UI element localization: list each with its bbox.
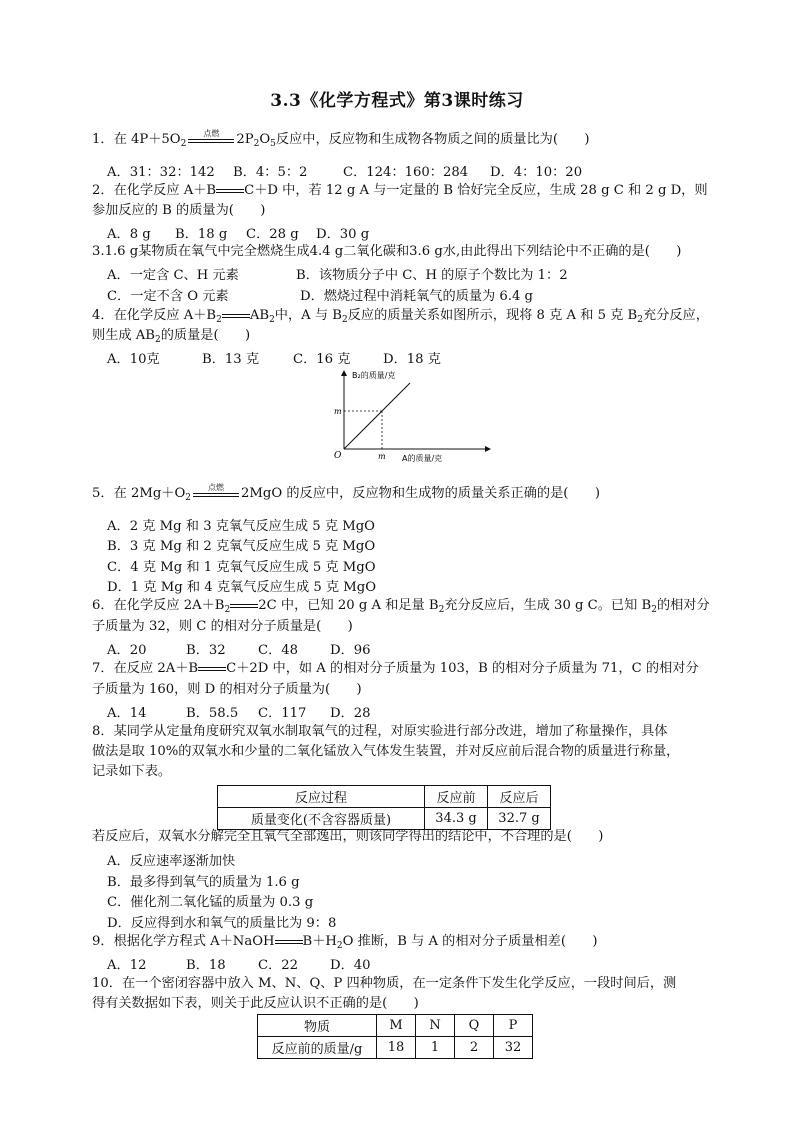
equals-sign <box>216 186 244 196</box>
option-d: D．4：10：20 <box>490 165 583 180</box>
option-d: D．30 g <box>316 227 370 242</box>
option-d: D．1 克 Mg 和 4 克氧气反应生成 5 克 MgO <box>107 580 377 595</box>
option-a: A．31：32：142 <box>107 165 215 180</box>
option-d: D．28 <box>330 706 371 721</box>
option-b: B．32 <box>186 643 226 658</box>
m-tick-x: m <box>378 452 386 461</box>
option-c: C．28 g <box>246 227 299 242</box>
question-5: 5．在 $2Mg+O_2$ 点燃 2MgO 的反应中，反应物和生成物的质量关系正确的是( ) <box>92 482 600 503</box>
option-a: A．反应速率逐渐加快 <box>107 854 236 869</box>
option-a: A．14 <box>107 706 147 721</box>
table-header: 反应后 <box>488 786 551 808</box>
option-c: C．48 <box>258 643 299 658</box>
question-1: 1．在 $4P+5O_2$ 点燃 $2P_2O_5$反应中，反应物和生成物各物质之间的质量比为( ) <box>92 128 590 149</box>
question-3: 3.1.6 g某物质在氧气中完全燃烧生成4.4 g二氧化碳和3.6 g水,由此得出下列结论中不正确的是( ) <box>92 244 682 259</box>
question-9: 9．根据化学方程式 A＋NaOH $B+H_2O$ 推断，B 与 A 的相对分子质量相差( ) <box>92 934 598 951</box>
page-title: 3.3《化学方程式》第3课时练习 <box>270 91 524 111</box>
option-d: D．18 克 <box>383 352 441 367</box>
question-10-line2: 得有关数据如下表，则关于此反应认识不正确的是( ) <box>92 996 419 1011</box>
option-c: C．催化剂二氧化锰的质量为 0.3 g <box>107 895 314 910</box>
question-7: 7．在反应 2A＋B C＋2D 中，如 A 的相对分子质量为 103，B 的相对分子质量为 71，C 的相对分 <box>92 661 699 676</box>
table-header-row <box>258 1015 533 1037</box>
origin-label: O <box>334 451 342 461</box>
question-8-line2: 做法是取 10%的双氧水和少量的二氧化锰放入气体发生装置，并对反应前后混合物的质量进行称量， <box>92 744 680 759</box>
table-header-row <box>218 786 551 808</box>
option-d: D．96 <box>330 643 371 658</box>
option-d: D．40 <box>330 958 371 973</box>
question-6-line2: 子质量为 32，则 C 的相对分子质量是( ) <box>92 619 353 634</box>
option-c: C．22 <box>258 958 299 973</box>
option-b: B．该物质分子中 C、H 的原子个数比为 1：2 <box>296 268 568 283</box>
equals-sign <box>222 311 250 321</box>
option-a: A．8 g <box>107 227 151 242</box>
option-b: B．4：5：2 <box>233 165 308 180</box>
equals-sign <box>198 664 226 674</box>
question-8: 8．某同学从定量角度研究双氧水制取氧气的过程，对原实验进行部分改进，增加了称量操作，具体 <box>92 724 668 739</box>
table-cell: 2 <box>455 1037 494 1059</box>
table-header: P <box>494 1015 533 1037</box>
x-axis-label: A的质量/克 <box>402 454 443 463</box>
question-2: 2．在化学反应 A＋B C＋D 中，若 12 g A 与一定量的 B 恰好完全反应，生成 28 g C 和 2 g D，则 <box>92 183 708 198</box>
table-header: 物质 <box>258 1015 377 1037</box>
question-4: 4．在化学反应 $A+B_2$ $AB_2$中，A 与 $B_2$反应的质量关系如图所示，现将 8 克 A 和 5 克 $B_2$充分反应， <box>92 308 709 325</box>
reaction-arrow: 点燃 <box>188 134 234 146</box>
option-b: B．18 g <box>175 227 228 242</box>
m-tick-y: m <box>334 407 342 416</box>
equals-sign <box>275 937 303 947</box>
mass-relation-graph <box>330 365 500 465</box>
option-c: C．124：160：284 <box>343 165 469 180</box>
option-d: D．反应得到水和氧气的质量比为 9：8 <box>107 916 337 931</box>
option-c: C．117 <box>258 706 307 721</box>
option-b: B．58.5 <box>186 706 239 721</box>
question-8-line3: 记录如下表。 <box>92 764 172 779</box>
question-10: 10．在一个密闭容器中放入 M、N、Q、P 四种物质，在一定条件下发生化学反应，一段时间后，测 <box>92 976 677 991</box>
option-a: A．一定含 C、H 元素 <box>107 268 239 283</box>
mass-change-table <box>217 785 551 830</box>
table-header: N <box>416 1015 455 1037</box>
table-cell: 1 <box>416 1037 455 1059</box>
equals-sign <box>230 601 258 611</box>
option-b: B．18 <box>186 958 226 973</box>
option-a: A．10克 <box>107 352 160 367</box>
option-b: B．最多得到氧气的质量为 1.6 g <box>107 875 300 890</box>
table-header: Q <box>455 1015 494 1037</box>
option-c: C．16 克 <box>293 352 351 367</box>
table-cell: 18 <box>377 1037 416 1059</box>
y-axis-label: B₂的质量/克 <box>352 371 396 380</box>
option-c: C．一定不含 O 元素 <box>107 289 229 304</box>
table-cell: 质量变化(不含容器质量) <box>218 808 425 830</box>
substance-mass-table <box>257 1014 533 1059</box>
question-7-line2: 子质量为 160，则 D 的相对分子质量为( ) <box>92 682 362 697</box>
option-a: A．2 克 Mg 和 3 克氧气反应生成 5 克 MgO <box>107 519 375 534</box>
question-4-line2: 则生成 $AB_2$的质量是( ) <box>92 328 251 345</box>
option-c: C．4 克 Mg 和 1 克氧气反应生成 5 克 MgO <box>107 560 376 575</box>
option-d: D．燃烧过程中消耗氧气的质量为 6.4 g <box>300 289 533 304</box>
option-a: A．12 <box>107 958 147 973</box>
table-cell: 32 <box>494 1037 533 1059</box>
question-2-line2: 参加反应的 B 的质量为( ) <box>92 203 266 218</box>
table-cell: 32.7 g <box>488 808 551 830</box>
option-b: B．3 克 Mg 和 2 克氧气反应生成 5 克 MgO <box>107 539 376 554</box>
table-header: M <box>377 1015 416 1037</box>
reaction-arrow: 点燃 <box>193 488 239 500</box>
relation-line <box>344 383 410 449</box>
table-cell: 34.3 g <box>425 808 488 830</box>
question-8-line4: 若反应后，双氧水分解完全且氧气全部逸出，则该同学得出的结论中，不合理的是( ) <box>92 829 604 844</box>
question-6: 6．在化学反应 $2A+B_2$ 2C 中，已知 20 g A 和足量 $B_2$充分反应后，生成 30 g C。已知 $B_2$的相对分 <box>92 598 710 615</box>
option-a: A．20 <box>107 643 147 658</box>
option-b: B．13 克 <box>202 352 260 367</box>
table-row <box>258 1037 533 1059</box>
table-header: 反应前 <box>425 786 488 808</box>
table-cell: 反应前的质量/g <box>258 1037 377 1059</box>
table-header: 反应过程 <box>218 786 425 808</box>
